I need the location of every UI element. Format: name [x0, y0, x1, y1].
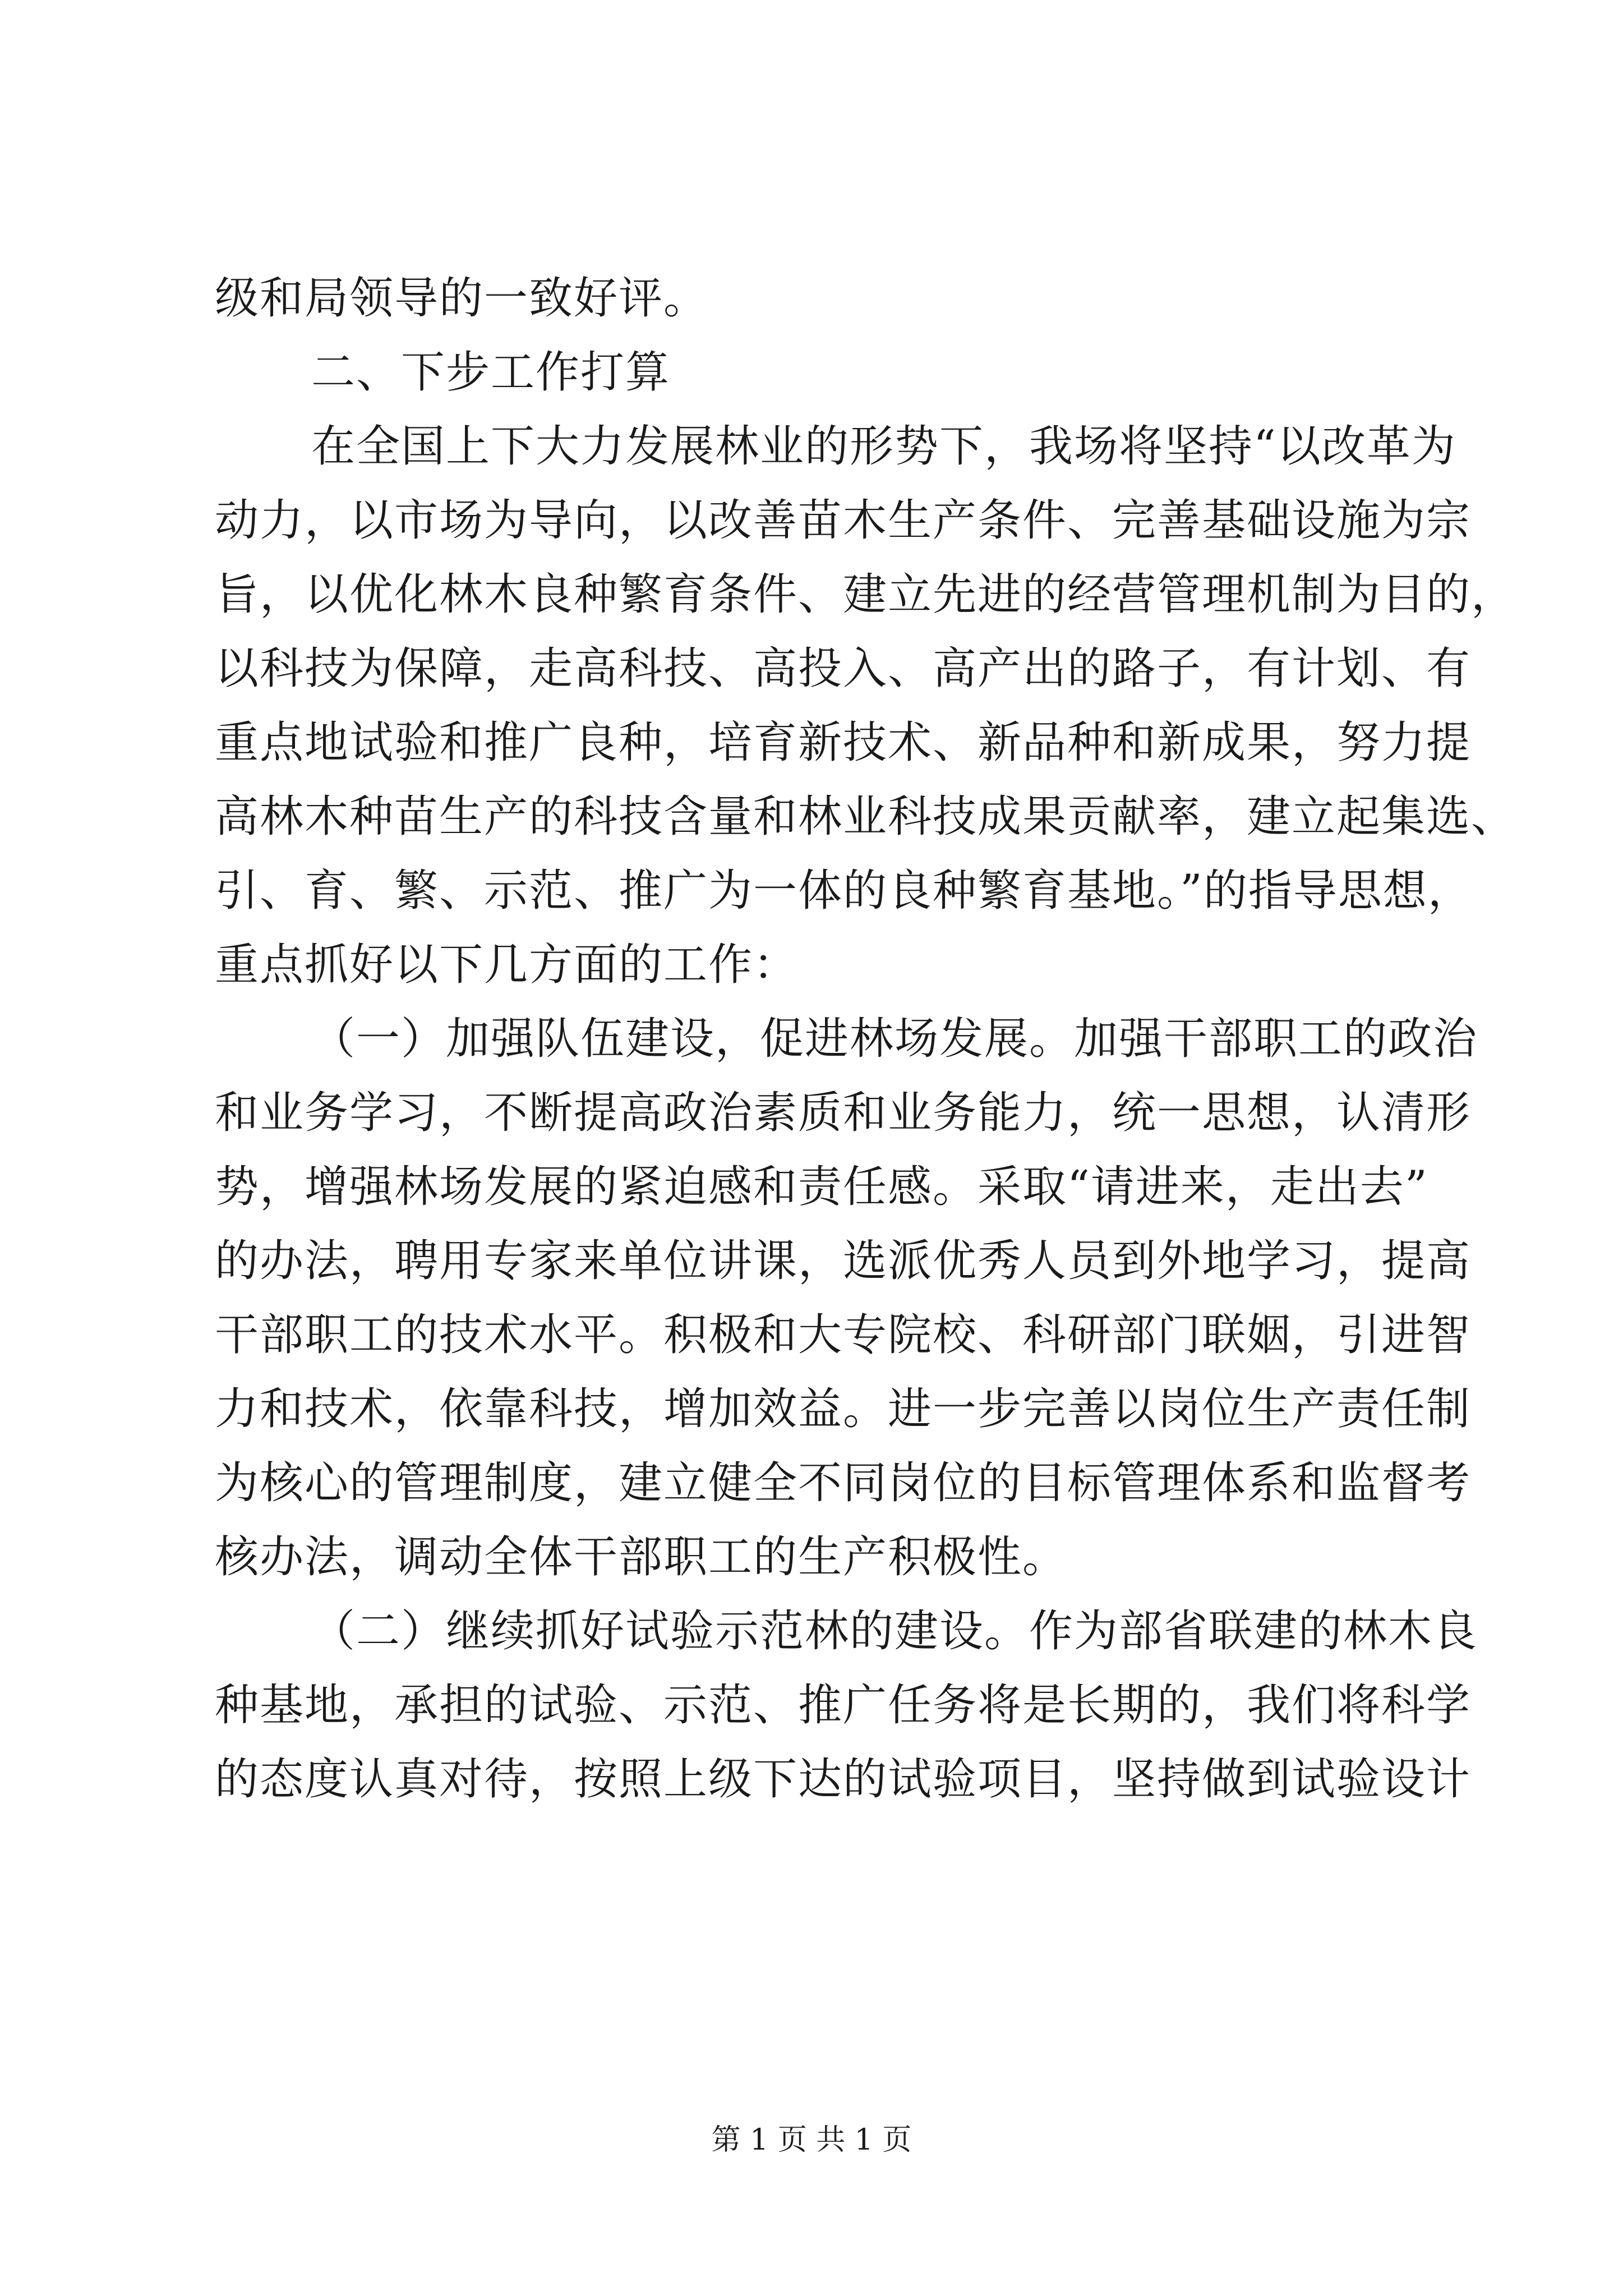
text-line: 级和局领导的一致好评。 [215, 273, 709, 324]
page-footer: 第 1 页 共 1 页 [711, 2123, 912, 2157]
text-line: 干部职工的技术水平。积极和大专院校、科研部门联姻，引进智 [215, 1310, 1472, 1360]
text-line: 的态度认真对待，按照上级下达的试验项目，坚持做到试验设计 [215, 1754, 1472, 1805]
document-body [215, 261, 1516, 1816]
text-line: 为核心的管理制度，建立健全不同岗位的目标管理体系和监督考 [215, 1458, 1472, 1508]
text-line: 和业务学习，不断提高政治素质和业务能力，统一思想，认清形 [215, 1088, 1472, 1138]
text-line: 力和技术，依靠科技，增加效益。进一步完善以岗位生产责任制 [215, 1384, 1472, 1434]
text-line: （二）继续抓好试验示范林的建设。作为部省联建的林木良 [311, 1606, 1478, 1657]
section-heading: 二、下步工作打算 [311, 347, 671, 398]
text-line: 核办法，调动全体干部职工的生产积极性。 [215, 1532, 1068, 1582]
text-line: 引、育、繁、示范、推广为一体的良种繁育基地。”的指导思想， [215, 866, 1473, 916]
text-line: 势，增强林场发展的紧迫感和责任感。采取“请进来，走出去” [215, 1162, 1428, 1212]
text-line: 以科技为保障，走高科技、高投入、高产出的路子，有计划、有 [215, 643, 1472, 694]
text-line: 的办法，聘用专家来单位讲课，选派优秀人员到外地学习，提高 [215, 1236, 1472, 1286]
text-line: 动力，以市场为导向，以改善苗木生产条件、完善基础设施为宗 [215, 495, 1472, 546]
text-line: 重点抓好以下几方面的工作： [215, 940, 799, 990]
text-line: 高林木种苗生产的科技含量和林业科技成果贡献率，建立起集选、 [215, 792, 1516, 842]
text-line: （一）加强队伍建设，促进林场发展。加强干部职工的政治 [311, 1014, 1478, 1064]
text-line: 重点地试验和推广良种，培育新技术、新品种和新成果，努力提 [215, 717, 1472, 768]
text-line: 旨，以优化林木良种繁育条件、建立先进的经营管理机制为目的， [215, 569, 1516, 620]
text-line: 在全国上下大力发展林业的形势下，我场将坚持“以改革为 [311, 421, 1456, 472]
text-line: 种基地，承担的试验、示范、推广任务将是长期的，我们将科学 [215, 1680, 1472, 1731]
